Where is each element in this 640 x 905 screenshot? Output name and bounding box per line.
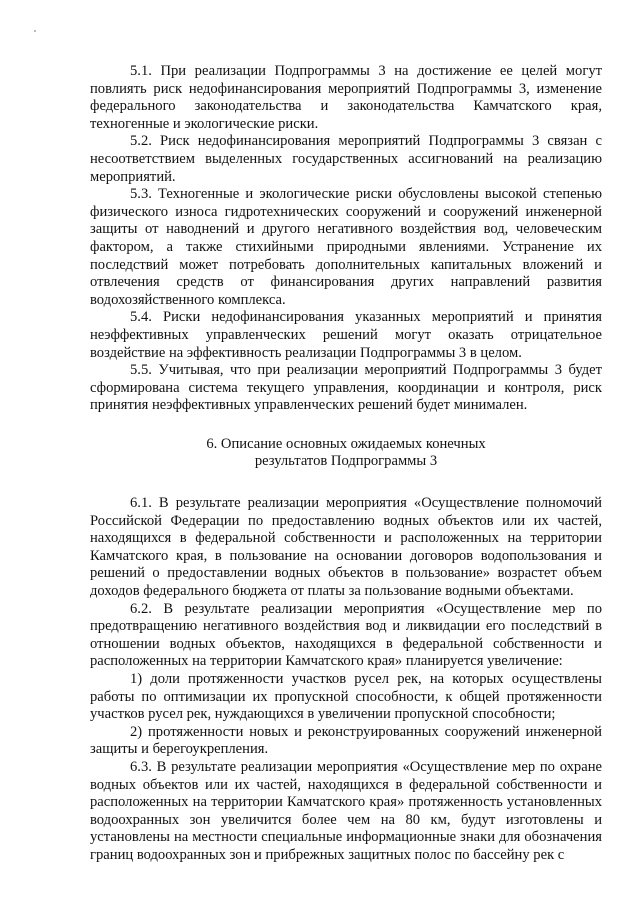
list-item-2: 2) протяженности новых и реконструированных сооружений инженерной защиты и берегоукрепления. xyxy=(90,723,602,758)
paragraph-6-2: 6.2. В результате реализации мероприятия «Осуществление мер по предотвращению негативного воздействия вод и ликвидации его последствий в отношении водных объектов, находящихся в федеральной собственности и расположенных на территории Камчатского края» планируется увеличение: xyxy=(90,600,602,670)
paragraph-5-5: 5.5. Учитывая, что при реализации мероприятий Подпрограммы 3 будет сформирована система текущего управления, координации и контроля, риск принятия неэффективных управленческих решений будет минимален. xyxy=(90,362,602,414)
paragraph-5-1: 5.1. При реализации Подпрограммы 3 на достижение ее целей могут повлиять риск недофинансирования мероприятий Подпрограммы 3, изменение федерального законодательства и законодательства Камчатского края, техногенные и экологические риски. xyxy=(90,63,602,132)
scan-dot xyxy=(34,30,36,32)
section-6-heading xyxy=(90,436,602,471)
list-item-1: 1) доли протяженности участков русел рек, на которых осуществлены работы по оптимизации их пропускной способности, к общей протяженности участков русел рек, нуждающихся в увеличении пропускной способности; xyxy=(90,671,602,723)
paragraph-5-4: 5.4. Риски недофинансирования указанных мероприятий и принятия неэффективных управленческих решений могут оказать отрицательное воздействие на эффективность реализации Подпрограммы 3 в целом. xyxy=(90,309,602,361)
document-body xyxy=(90,63,602,865)
paragraph-6-3: 6.3. В результате реализации мероприятия «Осуществление мер по охране водных объектов или их частей, находящихся в федеральной собственности и расположенных на территории Камчатского края» протяженность установленных водоохранных зон увеличится более чем на 80 км, будут изготовлены и установлены на местности специальные информационные знаки для обозначения границ водоохранных зон и прибрежных защитных полос по бассейну рек с xyxy=(90,758,602,863)
paragraph-5-3: 5.3. Техногенные и экологические риски обусловлены высокой степенью физического износа гидротехнических сооружений и сооружений инженерной защиты от наводнений и другого негативного воздействия вод, человеческим фактором, а также стихийными природными явлениями. Устранение их последствий может потребовать дополнительных капитальных вложений и отвлечения средств от финансирования других направлений развития водохозяйственного комплекса. xyxy=(90,186,602,308)
section-6-heading-line2: результатов Подпрограммы 3 xyxy=(254,453,438,470)
paragraph-6-1: 6.1. В результате реализации мероприятия «Осуществление полномочий Российской Федерации по предоставлению водных объектов или их частей, находящихся в федеральной собственности и расположенных на территории Камчатского края, в пользование на основании договоров водопользования и решений о предоставлении водных объектов в пользование» возрастет объем доходов федерального бюджета от платы за пользование водными объектами. xyxy=(90,495,602,600)
paragraph-5-2: 5.2. Риск недофинансирования мероприятий Подпрограммы 3 связан с несоответствием выделенных государственных ассигнований на реализацию мероприятий. xyxy=(90,133,602,185)
section-6-heading-line1: 6. Описание основных ожидаемых конечных xyxy=(206,435,486,452)
